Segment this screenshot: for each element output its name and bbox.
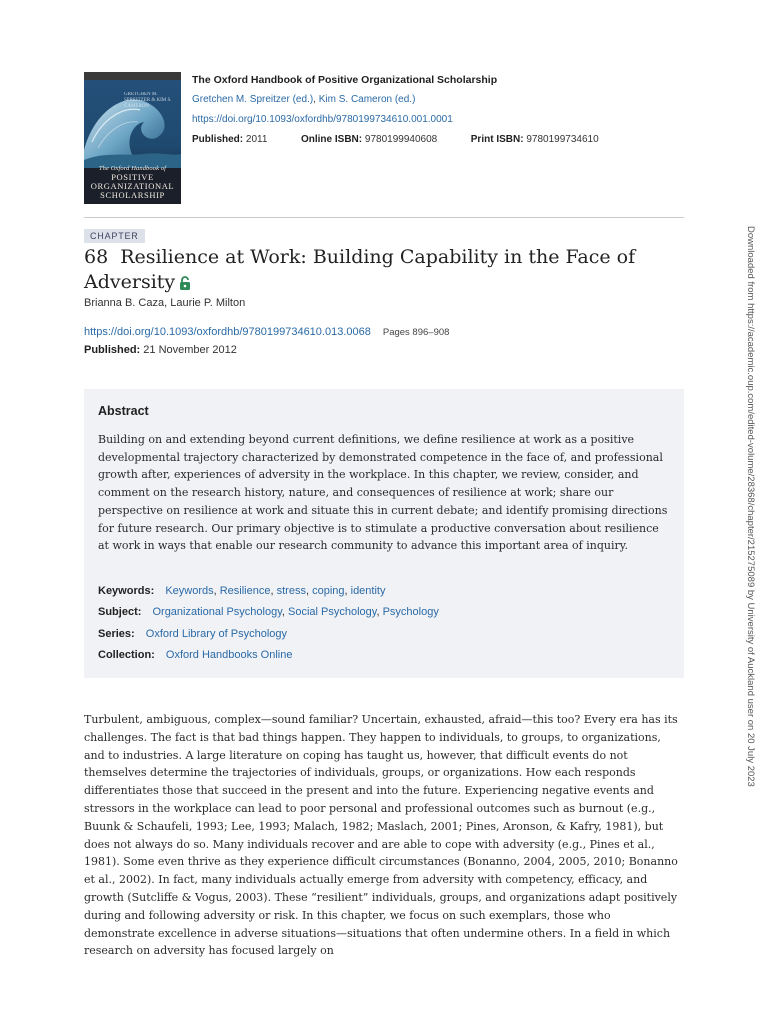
chapter-type-badge: CHAPTER (84, 229, 145, 243)
series-link[interactable]: Oxford Library of Psychology (145, 627, 287, 640)
cover-editors: GRETCHEN M. SPREITZER & KIM S. CAMERON (124, 92, 172, 109)
book-title[interactable]: The Oxford Handbook of Positive Organizational Scholarship (192, 74, 498, 86)
subject-row: Subject: Organizational Psychology, Social Psychology, Psychology (98, 606, 439, 619)
abstract-heading: Abstract (98, 404, 149, 418)
open-access-lock-icon (179, 272, 191, 297)
chapter-metadata (98, 581, 670, 667)
keywords-row: Keywords: Keywords, Resilience, stress, coping, identity (98, 584, 386, 597)
keyword-link[interactable]: identity (350, 584, 386, 597)
book-meta (192, 72, 672, 147)
subject-label: Subject: (98, 606, 142, 619)
book-editors: Gretchen M. Spreitzer (ed.), Kim S. Cameron (ed.) (192, 94, 416, 105)
book-header (84, 72, 684, 204)
chapter-title (84, 245, 684, 297)
cover-title-line1: POSITIVE (111, 172, 154, 182)
print-isbn: 9780199734610 (526, 134, 599, 145)
series-label: Series: (98, 627, 135, 640)
cover-title (84, 164, 181, 200)
editor-link[interactable]: Gretchen M. Spreitzer (ed.) (192, 94, 314, 105)
keywords-label: Keywords: (98, 584, 155, 597)
subject-link[interactable]: Organizational Psychology (152, 606, 282, 619)
keyword-link[interactable]: stress (276, 584, 306, 597)
keyword-link[interactable]: Keywords (165, 584, 214, 597)
series-row (98, 624, 670, 646)
chapter-title-text: Resilience at Work: Building Capability in the Face of Adversity (84, 246, 636, 293)
collection-link[interactable]: Oxford Handbooks Online (165, 649, 293, 662)
cover-title-line2: ORGANIZATIONAL (90, 181, 175, 191)
abstract-text: Building on and extending beyond current definitions, we define resilience at work as a positive developmental trajectory characterized by demonstrated competence in the face of, and professional growth after, experiences of adversity in the workplace. In this chapter, we review, consider, and comment on the research history, nature, and consequences of resilience at work; share our perspective on resilience at work and situate this in current debate; and identify promising directions for future research. Our primary objective is to stimulate a productive conversation about resilience at work in ways that enable our research community to advance this important area of inquiry. (98, 433, 668, 553)
online-isbn: 9780199940608 (364, 134, 438, 145)
collection-row (98, 645, 670, 667)
keyword-link[interactable]: coping (312, 584, 345, 597)
chapter-doi-line (84, 326, 449, 338)
chapter-number: 68 (84, 246, 109, 268)
cover-title-line3: SCHOLARSHIP (100, 190, 165, 200)
abstract-section (84, 389, 684, 678)
body-paragraph: Turbulent, ambiguous, complex—sound familiar? Uncertain, exhausted, afraid—this too? Every era has its challenges. The fact is that bad things happen. They happen to individuals, to groups, to organizations, and to industries. A large literature on coping has taught us, however, that difficult events do not themselves determine the trajectories of individuals, groups, or organizations. How each responds differentiates those that succeed in the present and into the future. Experiencing negative events and stressors in the workplace can lead to poor personal and professional outcomes such as burnout (e.g., Buunk & Schaufeli, 1993; Lee, 1993; Malach, 1982; Maslach, 2001; Pines, Aronson, & Kafry, 1981), but does not always do so. Many individuals recover and are able to cope with adversity (e.g., Pines et al., 1981). Some even thrive as they experience difficult circumstances (Bonanno, 2004, 2005, 2010; Bonanno et al., 2002). In fact, many individuals actually emerge from adversity with competency, efficacy, and growth (Sutcliffe & Vogus, 2003). These “resilient” individuals, groups, and organizations adapt positively during and following adversity or risk. In this chapter, we focus on such exemplars, those who demonstrate excellence in adverse situations—situations that often undermine others. In a field in which research on adversity has focused largely on (84, 713, 678, 958)
book-publication-info (192, 133, 672, 147)
download-watermark-text: Downloaded from https://academic.oup.com/edited-volume/28368/chapter/215275089 by University of Auckland user on 20 July 2023 (745, 226, 756, 787)
keyword-link[interactable]: Resilience (219, 584, 271, 597)
cover-title-small: The Oxford Handbook of (98, 165, 167, 172)
subject-link[interactable]: Psychology (382, 606, 439, 619)
print-isbn-label: Print ISBN: (470, 134, 524, 145)
book-published-label: Published: (192, 134, 244, 145)
chapter-published-date: 21 November 2012 (143, 344, 237, 356)
chapter-published (84, 344, 237, 356)
book-published-year: 2011 (245, 134, 268, 145)
chapter-doi-link[interactable]: https://doi.org/10.1093/oxfordhb/9780199734610.013.0068 (84, 326, 371, 338)
header-divider (84, 217, 684, 218)
book-doi-link[interactable]: https://doi.org/10.1093/oxfordhb/9780199734610.001.0001 (192, 114, 453, 125)
chapter-pages: Pages 896–908 (382, 327, 450, 338)
online-isbn-label: Online ISBN: (300, 134, 363, 145)
chapter-authors: Brianna B. Caza, Laurie P. Milton (84, 297, 246, 309)
chapter-published-label: Published: (84, 344, 141, 356)
download-watermark (743, 226, 757, 806)
editor-link[interactable]: Kim S. Cameron (ed.) (318, 94, 416, 105)
subject-link[interactable]: Social Psychology (288, 606, 377, 619)
collection-label: Collection: (98, 649, 155, 662)
book-cover-image[interactable] (84, 72, 181, 204)
